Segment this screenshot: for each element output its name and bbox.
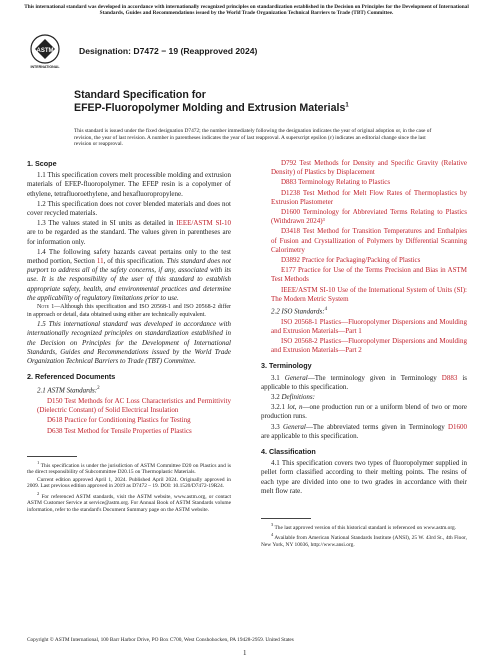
para-1-3-a: 1.3 The values stated in SI units as detailed in [37, 219, 177, 228]
para-1-3-b: are to be regarded as the standard. The values given in parentheses are for information only. [27, 228, 231, 246]
para-1-4-b: , of this specification. [103, 257, 167, 266]
issuance-statement: This standard is issued under the fixed designation D7472; the number immediately following the designation indicates the year of original adoption or, in the case of revision, the year of last revision. A number in parentheses indicates the year of last reapproval. A superscript epsilon (ε) indicates an editorial change since the last revision or reapproval. [74, 128, 432, 148]
para-4-1: 4.1 This specification covers two types of fluoropolymer supplied in pellet form classified according to their melting points. The resins of each type are divided into one to two grades in accordance with their melt flow rate. [261, 459, 467, 495]
note-1 [27, 304, 231, 319]
note-1-text: —Although this specification and ISO 20568-1 and ISO 20568-2 differ in approach or detail, data obtained using either are technically equivalent. [27, 304, 231, 318]
para-1-4-a: 1.4 The following safety hazards caveat pertains only to the test method portion, Section [27, 247, 231, 266]
astm-standards-label [27, 384, 231, 396]
footnote-edition: Current edition approved April 1, 2024. Published April 2024. Originally approved in 2009. Last previous edition approved in 2019 as D7472 – 19. DOI: 10.1520/D7472-19R24. [27, 476, 231, 490]
page-number: 1 [243, 649, 247, 657]
classification-heading: 4. Classification [261, 447, 316, 457]
footnote-divider [27, 456, 77, 457]
ref-item[interactable]: E177 Practice for Use of the Terms Precision and Bias in ASTM Test Methods [271, 266, 467, 284]
svg-text:ASTM: ASTM [36, 48, 54, 54]
footnote-3: $^3$ The last approved version of this historical standard is referenced on www.astm.org. [271, 522, 457, 531]
doc-type: Standard Specification for [74, 89, 206, 101]
ref-item[interactable]: IEEE/ASTM SI-10 Use of the International System of Units (SI): The Modern Metric System [271, 285, 467, 303]
astm-footnote-ref[interactable]: 2 [97, 386, 100, 392]
ref-item[interactable]: D618 Practice for Conditioning Plastics for Testing [47, 416, 191, 425]
ref-list-right [261, 159, 467, 304]
ref-list-left [27, 397, 231, 436]
para-1-4 [27, 248, 231, 303]
footnote-divider-right [261, 518, 311, 519]
doc-title-text: EFEP-Fluoropolymer Molding and Extrusion Materials [74, 102, 346, 114]
para-1-3 [27, 219, 231, 247]
footnote-1: $^1$ This specification is under the jurisdiction of ASTM Committee D20 on Plastics and is the direct responsibility of Subcommittee D20.15 on Thermoplastic Materials. [27, 459, 231, 476]
para-1-4-safety: This standard does not purport to address all of the safety concerns, if any, associated with its use. It is the responsibility of the user of this standard to establish appropriate safety, health, and environmental practices and determine the applicability of regulatory limitations prior to use. [27, 257, 231, 302]
para-1-5: 1.5 This international standard was developed in accordance with internationally recognized principles on standardization established in the Decision on Principles for the Development of International Standards, Guides and Recommendations issued by the World Trade Organization Technical Barriers to Trade (TBT) Committee. [27, 320, 231, 366]
ref-item[interactable]: ISO 20568-1 Plastics—Fluoropolymer Dispersions and Moulding and Extrusion Materials—Part 1 [271, 317, 467, 335]
iso-standards-label-text: 2.2 ISO Standards: [271, 307, 325, 316]
ref-item[interactable]: D3418 Test Method for Transition Temperatures and Enthalpies of Fusion and Crystallization of Polymers by Differential Scanning Calorimetry [271, 227, 467, 254]
doc-title [74, 102, 349, 114]
iso-ref-list [261, 318, 467, 356]
para-3-3: 3.3 General—The abbreviated terms given in Terminology D1600 are applicable to this specification. [261, 422, 468, 440]
footnote-2: $^2$ For referenced ASTM standards, visit the ASTM website, www.astm.org, or contact ASTM Customer Service at service@astm.org. For Annual Book of ASTM Standards volume information, refer to the standard's Document Summary page on the ASTM website. [27, 490, 231, 513]
referenced-documents-heading: 2. Referenced Documents [27, 372, 116, 382]
logo-wordmark: INTERNATIONAL [30, 65, 60, 69]
para-3-2-1: 3.2.1 lot, n—one production run or a uniform blend of two or more production runs. [261, 403, 468, 421]
ref-item[interactable]: ISO 20568-2 Plastics—Fluoropolymer Dispersions and Moulding and Extrusion Materials—Part 2 [271, 336, 467, 355]
ref-item[interactable]: D883 Terminology Relating to Plastics [281, 178, 391, 187]
doc-title-footnote-ref[interactable]: 1 [345, 102, 349, 109]
scope-heading: 1. Scope [27, 159, 57, 168]
iso-standards-label [261, 305, 467, 317]
astm-standards-label-text: 2.1 ASTM Standards: [37, 386, 98, 395]
para-3-1: 3.1 General—The terminology given in Terminology D883 is applicable to this specification. [261, 373, 468, 391]
note-1-label: Note 1 [37, 304, 55, 311]
ref-item[interactable]: D1238 Test Method for Melt Flow Rates of Thermoplastics by Extrusion Plastometer [271, 188, 467, 206]
ref-item[interactable]: D150 Test Methods for AC Loss Characteristics and Permittivity (Dielectric Constant) of Solid Electrical Insulation [37, 396, 231, 415]
terminology-heading: 3. Terminology [261, 361, 312, 371]
para-1-1: 1.1 This specification covers melt processible molding and extrusion materials of EFEP-fluoropolymer. The EFEP resin is a copolymer of ethylene, tetrafluoroethylene, and hexafluoropropylene. [27, 171, 231, 198]
wto-notice: This international standard was developed in accordance with internationally recognized principles on standardization established in the Decision on Principles for the Development of International Standards, Guides and Recommendations issued by the World Trade Organization Technical Barriers to Trade (TBT) Committee. [24, 4, 469, 17]
ref-item[interactable]: D1600 Terminology for Abbreviated Terms Relating to Plastics (Withdrawn 2024)³ [271, 208, 467, 226]
footnote-4: $^4$ Available from American National Standards Institute (ANSI), 25 W. 43rd St., 4th Floor, New York, NY 10036, http://www.ansi.org. [261, 532, 467, 548]
iso-footnote-ref[interactable]: 4 [324, 307, 328, 313]
designation: Designation: D7472 − 19 (Reapproved 2024) [79, 46, 258, 56]
left-column [27, 159, 231, 515]
ref-item[interactable]: D638 Test Method for Tensile Properties of Plastics [47, 426, 192, 435]
para-1-2: 1.2 This specification does not cover blended materials and does not cover recycled materials. [27, 199, 231, 218]
copyright-line: Copyright © ASTM International, 100 Barr Harbor Drive, PO Box C700, West Conshohocken, PA 19428-2959. United States [27, 637, 294, 643]
ref-item[interactable]: D792 Test Methods for Density and Specific Gravity (Relative Density) of Plastics by Displacement [271, 159, 467, 177]
link-ieee-astm-si10[interactable]: IEEE/ASTM SI-10 [176, 219, 232, 228]
link-d883[interactable]: D883 [441, 373, 458, 382]
ref-item[interactable]: D3892 Practice for Packaging/Packing of Plastics [281, 256, 421, 265]
right-column [261, 159, 467, 549]
link-d1600[interactable]: D1600 [447, 422, 468, 431]
astm-logo-icon [27, 32, 63, 70]
para-3-2: 3.2 Definitions: [271, 393, 315, 401]
link-section-11[interactable]: 11 [96, 257, 104, 266]
